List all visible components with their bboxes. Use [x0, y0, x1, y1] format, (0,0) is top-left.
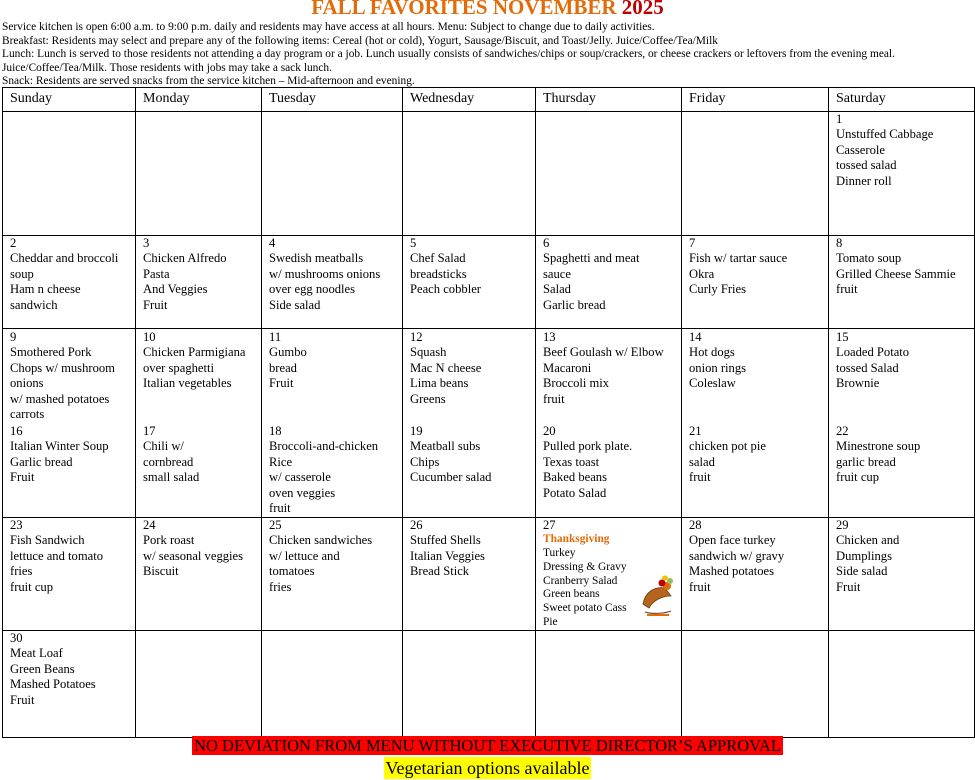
day-cell: [682, 329, 828, 423]
menu-item: Meat Loaf: [10, 646, 63, 661]
day-number: 24: [143, 518, 156, 532]
day-cell: [682, 518, 829, 631]
day-number: 14: [689, 330, 702, 344]
menu-item: cornbread: [143, 454, 194, 469]
empty-day-cell: [3, 112, 136, 236]
menu-item: salad: [689, 454, 715, 469]
menu-item: Cranberry Salad: [543, 574, 618, 587]
menu-item: over spaghetti: [143, 360, 214, 375]
info-block: [2, 21, 974, 89]
menu-item: Chicken and: [836, 533, 900, 548]
menu-item: Brownie: [836, 376, 880, 391]
empty-day-cell: [682, 112, 829, 236]
menu-item: Coleslaw: [689, 376, 736, 391]
menu-item: Casserole: [836, 142, 885, 157]
menu-item: Lima beans: [410, 376, 469, 391]
vegetarian-note: [0, 757, 975, 779]
menu-item: Fish Sandwich: [10, 533, 85, 548]
vegetarian-note-text: Vegetarian options available: [385, 758, 590, 778]
cornucopia-icon: [641, 574, 675, 618]
day-cell: [262, 518, 403, 631]
menu-item: Beef Goulash w/ Elbow: [543, 345, 664, 360]
menu-item: Loaded Potato: [836, 345, 910, 360]
menu-item: garlic bread: [836, 454, 896, 469]
menu-item: Meatball subs: [410, 439, 481, 454]
menu-item: fruit cup: [836, 470, 880, 485]
menu-item: Peach cobbler: [410, 282, 481, 297]
menu-item: Hot dogs: [689, 345, 735, 360]
menu-item: onion rings: [689, 360, 747, 375]
menu-item: Chef Salad: [410, 251, 466, 266]
day-number: 23: [10, 518, 23, 532]
menu-item: Texas toast: [543, 454, 600, 469]
day-number: 21: [689, 424, 702, 438]
menu-item: Salad: [543, 282, 571, 297]
day-cell: [829, 112, 975, 236]
menu-item: Broccoli-and-chicken: [269, 439, 379, 454]
menu-item: Dinner roll: [836, 173, 892, 188]
week-row: [3, 112, 975, 236]
menu-item: Green Beans: [10, 661, 75, 676]
day-cell: [3, 423, 135, 517]
day-number: 7: [689, 236, 696, 250]
menu-item: fruit: [689, 579, 711, 594]
day-cell: [3, 631, 136, 738]
weekday-header-row: [3, 88, 975, 112]
menu-item: w/ casserole: [269, 470, 331, 485]
menu-item: oven veggies: [269, 485, 336, 500]
menu-item: fruit: [543, 391, 565, 406]
menu-item: Green beans: [543, 588, 600, 601]
menu-item: Chicken Alfredo: [143, 251, 227, 266]
day-cell: [262, 329, 402, 423]
menu-item: Potato Salad: [543, 485, 607, 500]
menu-item: Curly Fries: [689, 282, 747, 297]
empty-day-cell: [682, 631, 829, 738]
menu-item: w/ lettuce and: [269, 548, 340, 563]
day-cell: [536, 329, 681, 423]
menu-item: Smothered Pork: [10, 345, 92, 360]
day-number: 18: [269, 424, 282, 438]
empty-day-cell: [536, 112, 682, 236]
menu-item: Chili w/: [143, 439, 184, 454]
menu-item: Tomato soup: [836, 251, 902, 266]
day-cell: [829, 329, 974, 423]
day-cell-split: [403, 329, 536, 518]
day-number: 10: [143, 330, 156, 344]
menu-item: Garlic bread: [10, 454, 73, 469]
day-cell: [682, 423, 828, 517]
day-cell: [682, 236, 829, 329]
menu-item: Dumplings: [836, 548, 892, 563]
day-cell: [403, 518, 536, 631]
day-number: 12: [410, 330, 423, 344]
day-number: 27: [543, 518, 556, 532]
menu-item: Squash: [410, 345, 447, 360]
menu-item: Stuffed Shells: [410, 533, 481, 548]
day-number: 19: [410, 424, 423, 438]
menu-item: soup: [10, 266, 34, 281]
day-number: 22: [836, 424, 849, 438]
info-line: Snack: Residents are served snacks from the service kitchen – Mid-afternoon and evening.: [2, 75, 415, 88]
menu-item: over egg noodles: [269, 282, 356, 297]
menu-item: Mashed potatoes: [689, 564, 774, 579]
empty-day-cell: [136, 112, 262, 236]
menu-item: Macaroni: [543, 360, 592, 375]
menu-item: Italian Winter Soup: [10, 439, 109, 454]
title-text: FALL FAVORITES NOVEMBER: [311, 0, 617, 19]
menu-item: carrots: [10, 407, 45, 422]
menu-item: Open face turkey: [689, 533, 776, 548]
day-cell: [3, 518, 136, 631]
menu-item: Grilled Cheese Sammie: [836, 266, 956, 281]
day-number: 20: [543, 424, 556, 438]
day-cell: [3, 329, 135, 423]
menu-item: Chips: [410, 454, 440, 469]
day-number: 15: [836, 330, 849, 344]
weekday-header: Thursday: [536, 88, 682, 112]
menu-item: tossed salad: [836, 158, 897, 173]
menu-item: Pulled pork plate.: [543, 439, 633, 454]
menu-item: Mashed Potatoes: [10, 677, 96, 692]
menu-item: Fruit: [10, 692, 35, 707]
day-cell-split: [682, 329, 829, 518]
page-title: [0, 0, 975, 20]
day-cell: [136, 236, 262, 329]
menu-item: Chicken Parmigiana: [143, 345, 246, 360]
approval-warning-text: NO DEVIATION FROM MENU WITHOUT EXECUTIVE DIRECTOR’S APPROVAL: [194, 736, 781, 755]
day-cell: [136, 329, 261, 423]
weekday-header: Monday: [136, 88, 262, 112]
menu-item: sauce: [543, 266, 571, 281]
weekday-header: Saturday: [829, 88, 975, 112]
empty-day-cell: [262, 631, 403, 738]
menu-item: fries: [10, 564, 33, 579]
menu-item: fries: [269, 579, 292, 594]
weekday-header: Sunday: [3, 88, 136, 112]
day-number: 9: [10, 330, 17, 344]
menu-item: Greens: [410, 391, 446, 406]
menu-item: Italian Veggies: [410, 548, 485, 563]
menu-item: fruit: [836, 282, 858, 297]
menu-item: Gumbo: [269, 345, 307, 360]
day-number: 8: [836, 236, 843, 250]
menu-item: Fruit: [269, 376, 294, 391]
day-cell-split: [136, 329, 262, 518]
menu-item: Pork roast: [143, 533, 195, 548]
menu-item: Turkey: [543, 547, 576, 560]
menu-item: w/ mushrooms onions: [269, 266, 381, 281]
day-number: 30: [10, 631, 23, 645]
day-cell: [262, 236, 403, 329]
menu-item: And Veggies: [143, 282, 208, 297]
day-cell-split: [3, 329, 136, 518]
day-cell: [136, 518, 262, 631]
holiday-label: Thanksgiving: [543, 533, 610, 546]
day-cell: [3, 236, 136, 329]
approval-warning: [0, 736, 975, 756]
menu-item: onions: [10, 376, 44, 391]
menu-item: Bread Stick: [410, 564, 470, 579]
day-cell-split: [536, 329, 682, 518]
menu-item: Fruit: [143, 297, 168, 312]
day-number: 25: [269, 518, 282, 532]
menu-item: Mac N cheese: [410, 360, 482, 375]
day-cell-thanksgiving: [536, 518, 682, 631]
menu-item: fruit: [269, 501, 291, 516]
empty-day-cell: [262, 112, 403, 236]
menu-item: sandwich: [10, 297, 58, 312]
empty-day-cell: [403, 631, 536, 738]
day-number: 29: [836, 518, 849, 532]
day-number: 1: [836, 112, 843, 126]
title-year: 2025: [621, 0, 664, 19]
empty-day-cell: [536, 631, 682, 738]
menu-item: Minestrone soup: [836, 439, 921, 454]
week-row: [3, 236, 975, 329]
menu-item: Broccoli mix: [543, 376, 610, 391]
menu-item: tomatoes: [269, 564, 315, 579]
menu-item: Biscuit: [143, 564, 179, 579]
menu-calendar: [2, 87, 975, 738]
menu-item: lettuce and tomato: [10, 548, 104, 563]
day-cell: [536, 236, 682, 329]
info-line: Lunch: Lunch is served to those residents not attending a day program or a job. Lunch usually consists of sandwiches/chips or soup/crackers, or cheese crackers or leftovers from the evening meal.: [2, 48, 895, 61]
day-number: 28: [689, 518, 702, 532]
weekday-header: Friday: [682, 88, 829, 112]
day-cell-split: [829, 329, 975, 518]
week-row: [3, 518, 975, 631]
menu-item: sandwich w/ gravy: [689, 548, 785, 563]
menu-item: Cucumber salad: [410, 470, 492, 485]
day-cell: [829, 423, 974, 517]
menu-item: Okra: [689, 266, 715, 281]
menu-item: Cheddar and broccoli: [10, 251, 119, 266]
day-cell: [403, 423, 535, 517]
menu-item: Sweet potato Cass: [543, 601, 627, 614]
empty-day-cell: [403, 112, 536, 236]
day-number: 13: [543, 330, 556, 344]
menu-item: Ham n cheese: [10, 282, 81, 297]
day-cell: [136, 423, 261, 517]
menu-item: Garlic bread: [543, 297, 606, 312]
day-cell: [262, 423, 402, 517]
menu-item: Pasta: [143, 266, 170, 281]
menu-item: w/ seasonal veggies: [143, 548, 244, 563]
menu-item: w/ mashed potatoes: [10, 391, 110, 406]
menu-item: Swedish meatballs: [269, 251, 364, 266]
weekday-header: Tuesday: [262, 88, 403, 112]
week-row: [3, 631, 975, 738]
day-cell: [536, 423, 681, 517]
menu-item: breadsticks: [410, 266, 467, 281]
menu-item: Italian vegetables: [143, 376, 232, 391]
day-cell: [403, 236, 536, 329]
empty-day-cell: [136, 631, 262, 738]
info-line: Breakfast: Residents may select and prepare any of the following items: Cereal (hot or cold), Yogurt, Sausage/Biscuit, and Toast/Jelly. Juice/Coffee/Tea/Milk: [2, 34, 718, 47]
week-row: [3, 329, 975, 518]
menu-item: Fruit: [836, 579, 861, 594]
menu-item: Unstuffed Cabbage: [836, 127, 934, 142]
info-line: Juice/Coffee/Tea/Milk. Those residents with jobs may take a sack lunch.: [2, 61, 332, 74]
menu-item: Side salad: [836, 564, 888, 579]
menu-item: fruit: [689, 470, 711, 485]
menu-item: Side salad: [269, 297, 321, 312]
info-line: Service kitchen is open 6:00 a.m. to 9:00 p.m. daily and residents may have access at all hours. Menu: Subject to change due to daily activities.: [2, 21, 655, 33]
menu-item: Fish w/ tartar sauce: [689, 251, 788, 266]
menu-item: small salad: [143, 470, 200, 485]
day-number: 5: [410, 236, 417, 250]
menu-item: bread: [269, 360, 297, 375]
menu-item: Chicken sandwiches: [269, 533, 373, 548]
menu-item: Rice: [269, 454, 293, 469]
menu-item: Chops w/ mushroom: [10, 360, 115, 375]
menu-item: Dressing & Gravy: [543, 560, 627, 573]
menu-item: tossed Salad: [836, 360, 899, 375]
menu-item: fruit cup: [10, 579, 54, 594]
day-number: 4: [269, 236, 276, 250]
day-number: 26: [410, 518, 423, 532]
menu-item: Baked beans: [543, 470, 607, 485]
menu-item: Spaghetti and meat: [543, 251, 640, 266]
day-number: 6: [543, 236, 550, 250]
weekday-header: Wednesday: [403, 88, 536, 112]
day-number: 16: [10, 424, 23, 438]
day-number: 2: [10, 236, 17, 250]
day-cell: [829, 236, 975, 329]
day-number: 11: [269, 330, 282, 344]
empty-day-cell: [829, 631, 975, 738]
menu-item: Pie: [543, 615, 558, 628]
menu-item: Fruit: [10, 470, 35, 485]
day-number: 17: [143, 424, 156, 438]
day-cell: [829, 518, 975, 631]
day-cell: [403, 329, 535, 423]
menu-item: chicken pot pie: [689, 439, 766, 454]
day-cell-split: [262, 329, 403, 518]
day-number: 3: [143, 236, 150, 250]
